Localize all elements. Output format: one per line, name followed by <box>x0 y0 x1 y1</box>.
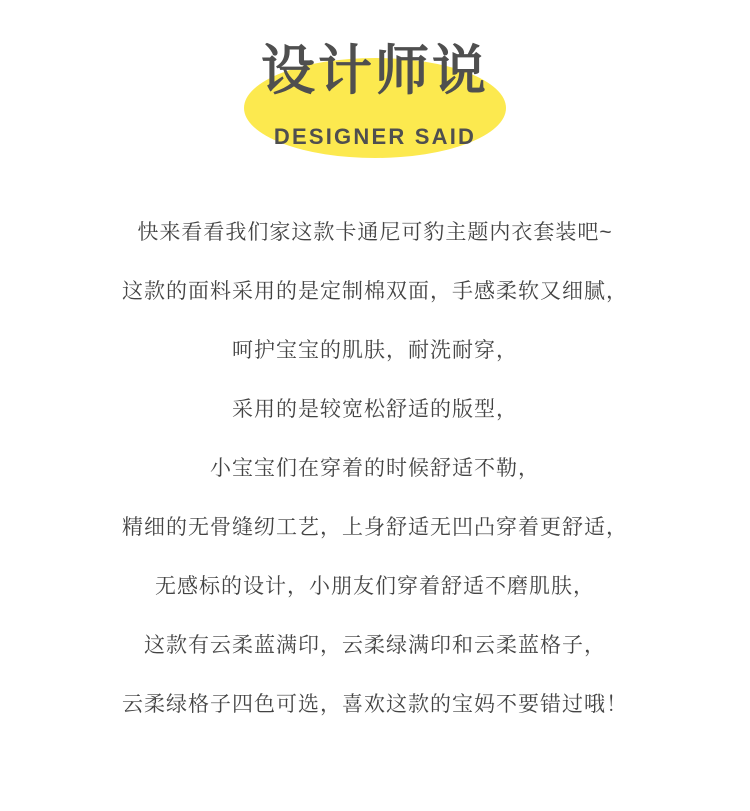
description-line: 无感标的设计，小朋友们穿着舒适不磨肌肤， <box>155 575 595 598</box>
description-line: 这款的面料采用的是定制棉双面，手感柔软又细腻， <box>122 280 628 303</box>
description-line: 这款有云柔蓝满印，云柔绿满印和云柔蓝格子， <box>144 634 606 657</box>
description-line: 采用的是较宽松舒适的版型， <box>232 398 518 421</box>
page-title-en: DESIGNER SAID <box>273 124 477 149</box>
description-line: 云柔绿格子四色可选，喜欢这款的宝妈不要错过哦！ <box>122 693 628 716</box>
description-line: 快来看看我们家这款卡通尼可豹主题内衣套装吧~ <box>137 221 613 244</box>
page-title-cn: 设计师说 <box>261 41 489 101</box>
description-line: 精细的无骨缝纫工艺，上身舒适无凹凸穿着更舒适， <box>122 516 628 539</box>
header-text-group <box>0 38 750 178</box>
description-block <box>0 222 750 715</box>
description-line: 小宝宝们在穿着的时候舒适不勒， <box>210 457 540 480</box>
description-line: 呵护宝宝的肌肤，耐洗耐穿， <box>232 339 518 362</box>
header-banner <box>0 0 750 200</box>
